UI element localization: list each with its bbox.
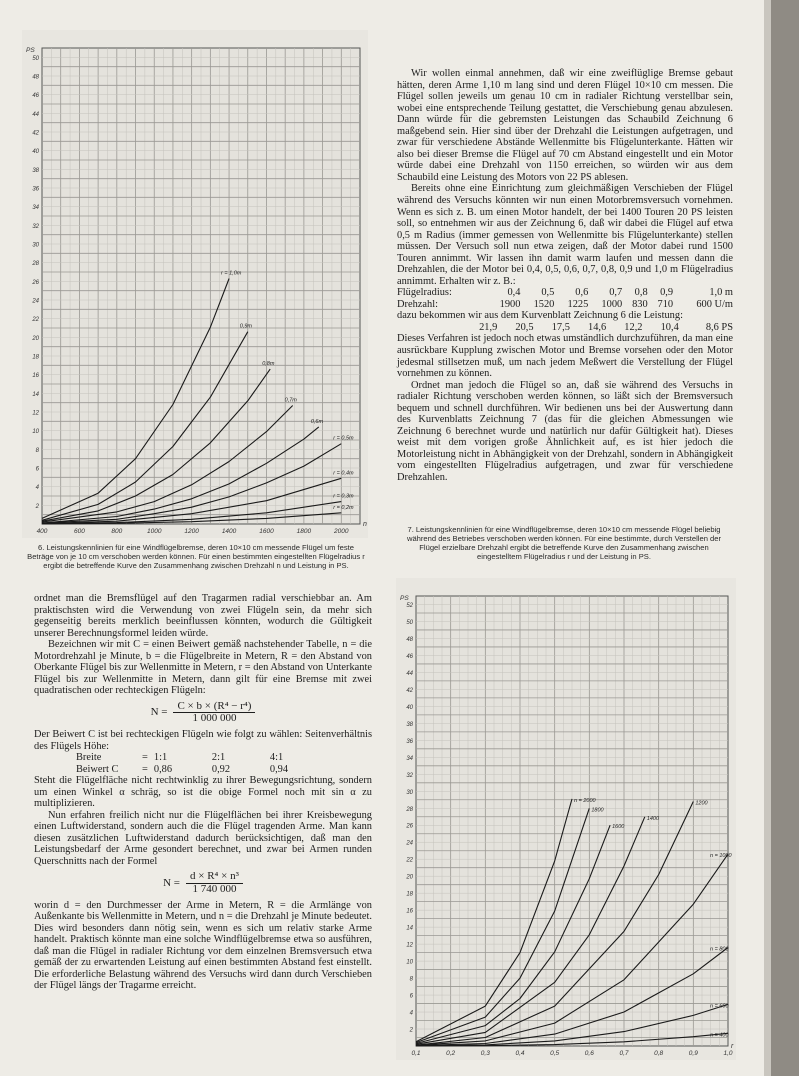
fig7-x-tick-label: 0,9 xyxy=(688,1050,698,1057)
table-cell: 2:1 xyxy=(211,752,226,764)
fig7-y-tick-label: 44 xyxy=(406,670,413,677)
fig7-y-tick-label: 48 xyxy=(406,636,413,643)
fig6-x-tick-label: 800 xyxy=(111,528,123,535)
fig6-y-tick-label: 18 xyxy=(32,354,39,361)
fig7-x-tick-label: 0,6 xyxy=(584,1050,594,1057)
table-cell: Beiwert C xyxy=(76,763,119,775)
fig6-series-label: r = 1,0m xyxy=(221,270,242,277)
table-cell: 830 xyxy=(632,298,648,310)
fig6-y-tick-label: 4 xyxy=(35,485,39,492)
left-text-column xyxy=(34,593,372,992)
fig7-y-tick-label: 2 xyxy=(409,1027,413,1034)
fig7-series-label: n = 400 xyxy=(710,1032,729,1039)
fig6-y-tick-label: 32 xyxy=(32,223,39,230)
table-cell: 0,4 xyxy=(507,287,521,299)
right-paragraph-5: Ordnet man jedoch die Flügel so an, daß sie während des Versuchs in radialer Richtung verschoben werden können, so läßt sich der Bremsversuch bequem und schnell durchführen. Wir bedienen uns bei der Auswertung dann des Kurvenblatts Zeichnung 7 (das für die gleichen Abmessungen wie Zeichnung 6 berechnet wurde und natürlich nur dafür Gültigkeit hat). Dieses weist mit dem vorigen große Ähnlichkeit auf, es ist hier jedoch die Motorleistung nicht in Abhängigkeit von der Drehzahl, sondern in Abhängigkeit vom eingestellten Flügelradius aufgetragen, und zwar für verschiedene Drehzahlen. xyxy=(397,379,733,483)
fig7-series-label: n = 1000 xyxy=(710,853,732,860)
fig7-series-label: 1200 xyxy=(695,800,708,807)
figure-6-caption: 6. Leistungskennlinien für eine Windflügelbremse, deren 10×10 cm messende Flügel um feste Beträge von je 10 cm verschoben werden können. Für einen bestimmten eingestellten Flügelradius r ergibt die betreffende Kurve den Zusammenhang zwischen Drehzahl n und Leistung in PS. xyxy=(27,543,365,570)
fig7-y-tick-label: 20 xyxy=(406,874,413,881)
fig7-x-axis-label: r xyxy=(731,1043,734,1050)
fig6-y-tick-label: 28 xyxy=(32,261,39,268)
fig7-y-tick-label: 4 xyxy=(409,1010,413,1017)
formula-wings-denominator: 1 000 000 xyxy=(192,712,237,725)
coefficient-table xyxy=(76,752,328,775)
table-cell: Breite xyxy=(76,752,102,764)
fig6-y-tick-label: 24 xyxy=(32,298,39,305)
fig7-x-tick-label: 0,8 xyxy=(654,1050,664,1057)
formula-wings-fraction xyxy=(173,701,255,725)
table-cell: 4:1 xyxy=(269,752,284,764)
fig6-y-tick-label: 10 xyxy=(32,429,39,436)
fig6-y-tick-label: 38 xyxy=(32,167,39,174)
formula-arms-fraction xyxy=(186,871,243,895)
fig7-y-tick-label: 18 xyxy=(406,891,413,898)
table-cell: 0,8 xyxy=(634,287,648,299)
formula-arms-numerator: d × R⁴ × n³ xyxy=(186,871,243,884)
fig7-y-axis-label: PS xyxy=(400,595,409,602)
fig6-x-tick-label: 1200 xyxy=(184,528,199,535)
table-row xyxy=(397,287,733,299)
fig6-x-tick-label: 2000 xyxy=(334,528,349,535)
fig7-y-tick-label: 40 xyxy=(406,704,413,711)
table-cell: 710 xyxy=(657,298,674,310)
fig7-y-tick-label: 16 xyxy=(406,908,413,915)
table-cell: 10,4 xyxy=(660,321,679,333)
fig6-series-label: 0,6m xyxy=(310,418,324,425)
fig6-series-label: r = 0,4m xyxy=(333,470,354,477)
fig7-series-label: 1600 xyxy=(612,824,625,831)
fig6-series-label: r = 0,5m xyxy=(333,435,354,442)
figure-7-chart xyxy=(396,578,736,1060)
fig7-y-tick-label: 26 xyxy=(406,823,413,830)
fig6-y-tick-label: 46 xyxy=(32,93,39,100)
fig6-y-tick-label: 30 xyxy=(32,242,39,249)
formula-wings xyxy=(34,701,372,725)
fig6-x-tick-label: 600 xyxy=(73,528,85,535)
fig7-x-tick-label: 0,2 xyxy=(446,1050,456,1057)
left-paragraph-5: Nun erfahren freilich nicht nur die Flügelflächen bei ihrer Kreisbewegung einen Luftwiderstand, sondern auch die die Flügel tragenden Arme. Man kann diesen zusätzlichen Luftwiderstand dadurch berücksichtigen, daß man den Leistungsbedarf der Arme gesondert berechnet, und zwar bei Armen runden Querschnitts nach der Formel xyxy=(34,809,372,867)
fig6-y-tick-label: 36 xyxy=(32,186,39,193)
fig7-y-tick-label: 46 xyxy=(406,653,413,660)
fig6-x-tick-label: 1600 xyxy=(259,528,274,535)
fig6-series-label: r = 0,3m xyxy=(333,493,354,500)
table-cell: 20,5 xyxy=(515,321,534,333)
fig6-series-label: 0,9m xyxy=(239,323,252,330)
fig7-y-tick-label: 32 xyxy=(406,772,413,779)
table-cell: 1,0 m xyxy=(709,287,733,299)
fig6-y-tick-label: 48 xyxy=(32,74,39,81)
table-cell: Drehzahl: xyxy=(397,298,438,310)
fig7-x-tick-label: 0,4 xyxy=(515,1050,525,1057)
table-cell: 1000 xyxy=(601,298,623,310)
fig7-y-tick-label: 52 xyxy=(406,602,413,609)
table-cell: 0,7 xyxy=(609,287,623,299)
fig6-y-tick-label: 12 xyxy=(32,410,39,417)
formula-arms xyxy=(34,871,372,895)
fig6-y-tick-label: 6 xyxy=(35,466,39,473)
fig6-y-tick-label: 8 xyxy=(35,447,39,454)
table-cell: 0,94 xyxy=(269,763,289,775)
table-cell: = xyxy=(142,752,148,764)
fig7-series-label: n = 600 xyxy=(710,1003,729,1010)
table-row xyxy=(397,299,733,311)
fig6-y-tick-label: 34 xyxy=(32,205,39,212)
table-cell: 0,9 xyxy=(660,287,674,299)
fig7-y-tick-label: 34 xyxy=(406,755,413,762)
table-cell: 8,6 PS xyxy=(705,321,733,333)
formula-arms-denominator: 1 740 000 xyxy=(192,883,237,896)
fig7-y-tick-label: 24 xyxy=(406,840,413,847)
left-paragraph-4: Steht die Flügelfläche nicht rechtwinklig zu ihrer Bewegungsrichtung, sondern um einen Winkel α schräg, so ist die obige Formel noch mit sin α zu multiplizieren. xyxy=(34,775,372,810)
left-paragraph-6: worin d = den Durchmesser der Arme in Metern, R = die Armlänge von Außenkante bis Wellenmitte in Metern, und n = die Drehzahl je Minute bedeutet. Dies wird besonders dann nötig sein, wenn es sich um relativ starke Arme handelt. Praktisch könnte man eine solche Windflügelbremse etwa so ausführen, daß man die Flügel in radialer Richtung vor dem einzelnen Bremsversuch etwa gemäß der zu erwartenden Leistung auf einen bestimmten Abstand fest einstellt. Die erforderliche Belastung während des Versuchs wird dann durch Verschieben der Flügel längs der Tragarme erreicht. xyxy=(34,899,372,992)
table-cell: 1225 xyxy=(567,298,589,310)
table-cell: 21,9 xyxy=(479,321,498,333)
fig6-y-tick-label: 2 xyxy=(35,503,39,510)
fig6-y-tick-label: 42 xyxy=(32,130,39,137)
fig7-series-label: 1800 xyxy=(591,807,604,814)
right-paragraph-3: dazu bekommen wir aus dem Kurvenblatt Zeichnung 6 die Leistung: xyxy=(397,310,683,322)
fig7-series-label: 1400 xyxy=(646,815,660,822)
table-cell: 0,5 xyxy=(541,287,555,299)
fig7-y-tick-label: 14 xyxy=(406,925,413,932)
left-paragraph-3: Der Beiwert C ist bei rechteckigen Flügeln wie folgt zu wählen: Seitenverhältnis des Flügels Höhe: xyxy=(34,729,372,752)
fig6-x-tick-label: 1800 xyxy=(296,528,312,535)
fig7-y-tick-label: 50 xyxy=(406,619,413,626)
table-cell: 0,92 xyxy=(211,763,231,775)
left-paragraph-1: ordnet man die Bremsflügel auf den Tragarmen radial verschiebbar an. Am praktischsten wird die Verwendung von zwei Flügeln sein, da mehr sich gegenseitig bereits merklich beeinflussen könnten, wodurch die Gültigkeit unserer Berechnungsformel leiden würde. xyxy=(34,593,372,639)
fig7-y-tick-label: 38 xyxy=(406,721,413,728)
table-cell: 17,5 xyxy=(551,321,570,333)
fig6-x-tick-label: 1400 xyxy=(221,528,237,535)
table-row xyxy=(76,764,328,776)
page-binding-edge xyxy=(771,0,799,1076)
formula-arms-lhs: N = xyxy=(163,876,180,889)
left-paragraph-2: Bezeichnen wir mit C = einen Beiwert gemäß nachstehender Tabelle, n = die Motordrehzahl je Minute, b = die Flügelbreite in Metern, R = den Abstand von Oberkante Flügel bis zur Wellenmitte in Metern, r = den Abstand von Unterkante Flügel bis zur Wellenmitte in Metern, dann gilt für eine Bremse mit zwei quadratischen oder rechteckigen Flügeln: xyxy=(34,639,372,697)
power-table xyxy=(397,322,733,334)
right-text-column xyxy=(397,68,733,484)
table-cell: 0,86 xyxy=(153,763,173,775)
fig7-y-tick-label: 8 xyxy=(409,976,413,983)
right-paragraph-2: Bereits ohne eine Einrichtung zum gleichmäßigen Verschieben der Flügel während des Versuchs könnten wir nun einen Motorbremsversuch vornehmen. Wenn es sich z. B. um einen Motor handelt, der bei 1400 Touren 20 PS leisten soll, so entnehmen wir aus der Zeichnung 6, daß wir dabei die Flügel auf etwa 0,5 m Radius (immer gemessen von Wellenmitte bis Flügelunterkante) stellen müssen. Der Versuch soll nun etwa zeigen, daß der Motor dabei rund 1500 Touren annimmt. Wir lassen ihn damit warm laufen und messen dann die Drehzahlen, die der Motor bei 0,4, 0,5, 0,6, 0,7, 0,8, 0,9 und 1,0 m Flügelradius annimmt. Erhalten wir z. B.: xyxy=(397,183,733,287)
table-cell: = xyxy=(142,763,148,775)
fig7-x-tick-label: 0,5 xyxy=(550,1050,560,1057)
right-paragraph-4: Dieses Verfahren ist jedoch noch etwas umständlich durchzuführen, da man eine ausrückbare Kupplung zwischen Motor und Bremse vorsehen oder den Motor jedesmal stillsetzen muß, um nach jedem Meßwert die Verstellung der Flügel vornehmen zu können. xyxy=(397,333,733,380)
table-cell: 1900 xyxy=(499,298,521,310)
fig6-y-tick-label: 14 xyxy=(32,391,39,398)
fig7-svg xyxy=(396,578,736,1060)
fig6-series-label: 0,7m xyxy=(284,397,297,404)
formula-wings-numerator: C × b × (R⁴ − r⁴) xyxy=(173,701,255,714)
fig6-y-tick-label: 26 xyxy=(32,279,39,286)
fig6-y-tick-label: 50 xyxy=(32,55,39,62)
table-cell: 14,6 xyxy=(588,321,607,333)
fig7-series-label: n = 2000 xyxy=(574,797,596,804)
fig7-x-tick-label: 0,3 xyxy=(480,1050,490,1057)
fig6-series-label: 0,8m xyxy=(262,361,275,368)
fig7-x-tick-label: 1,0 xyxy=(723,1050,733,1057)
fig6-series-label: r = 0,2m xyxy=(333,504,354,511)
fig6-x-axis-label: n xyxy=(363,521,367,528)
fig7-y-tick-label: 12 xyxy=(406,942,413,949)
table-cell: Flügelradius: xyxy=(397,287,452,299)
fig7-x-tick-label: 0,1 xyxy=(411,1050,421,1057)
fig7-y-tick-label: 42 xyxy=(406,687,413,694)
figure-6-chart xyxy=(22,30,368,538)
formula-wings-lhs: N = xyxy=(150,706,168,719)
right-paragraph-1: Wir wollen einmal annehmen, daß wir eine zweiflüglige Bremse gebaut hätten, deren Arme 1,10 m lang sind und deren Flügel 10×10 cm messen. Die Flügel sollen jeweils um genau 10 cm in radialer Richtung verstellbar sein, wobei eine entsprechende Teilung gestattet, die Verschiebung genau abzulesen. Dann würde für die gebremsten Leistungen das Schaubild Zeichnung 6 maßgebend sein. Hier sind über der Drehzahl die Leistungen aufgetragen, und zwar für verschiedene Abstände Wellenmitte bis Flügelunterkante. Hätten wir also bei dieser Bremse die Flügel auf 70 cm Abstand eingestellt und ein Motor würde dabei eine Drehzahl von 1150 erreichen, so würden wir aus dem Schaubild eine Leistung des Motors von 22 PS ablesen. xyxy=(397,68,733,183)
fig6-y-axis-label: PS xyxy=(26,47,35,54)
table-cell: 12,2 xyxy=(624,321,643,333)
fig7-y-tick-label: 22 xyxy=(406,857,413,864)
fig6-x-tick-label: 1000 xyxy=(147,528,162,535)
measurement-table xyxy=(397,287,733,310)
fig7-y-tick-label: 30 xyxy=(406,789,413,796)
table-cell: 600 U/m xyxy=(696,298,733,310)
table-cell: 1:1 xyxy=(153,752,168,764)
fig7-y-tick-label: 10 xyxy=(406,959,413,966)
table-cell: 1520 xyxy=(533,298,555,310)
fig6-x-tick-label: 400 xyxy=(36,528,48,535)
fig7-y-tick-label: 28 xyxy=(406,806,413,813)
table-cell xyxy=(397,322,461,334)
fig6-y-tick-label: 44 xyxy=(32,111,39,118)
fig6-svg xyxy=(22,30,368,538)
page-gutter-shade xyxy=(764,0,771,1076)
figure-7-caption: 7. Leistungskennlinien für eine Windflügelbremse, deren 10×10 cm messende Flügel beliebig während des Betriebes verschoben werden können. Für eine bestimmte, durch Verstellen der Flügel erzielbare Drehzahl ergibt die betreffende Kurve den Zusammenhang zwischen eingestelltem Flügelradius r und der Leistung in PS. xyxy=(406,525,722,561)
fig6-y-tick-label: 20 xyxy=(32,335,39,342)
fig7-series-label: n = 800 xyxy=(710,946,729,953)
table-row xyxy=(397,322,733,334)
table-cell: 0,6 xyxy=(575,287,589,299)
fig6-y-tick-label: 40 xyxy=(32,149,39,156)
table-row xyxy=(76,752,328,764)
fig7-y-tick-label: 6 xyxy=(409,993,413,1000)
fig6-y-tick-label: 22 xyxy=(32,317,39,324)
fig7-x-tick-label: 0,7 xyxy=(619,1050,629,1057)
fig6-y-tick-label: 16 xyxy=(32,373,39,380)
fig7-y-tick-label: 36 xyxy=(406,738,413,745)
